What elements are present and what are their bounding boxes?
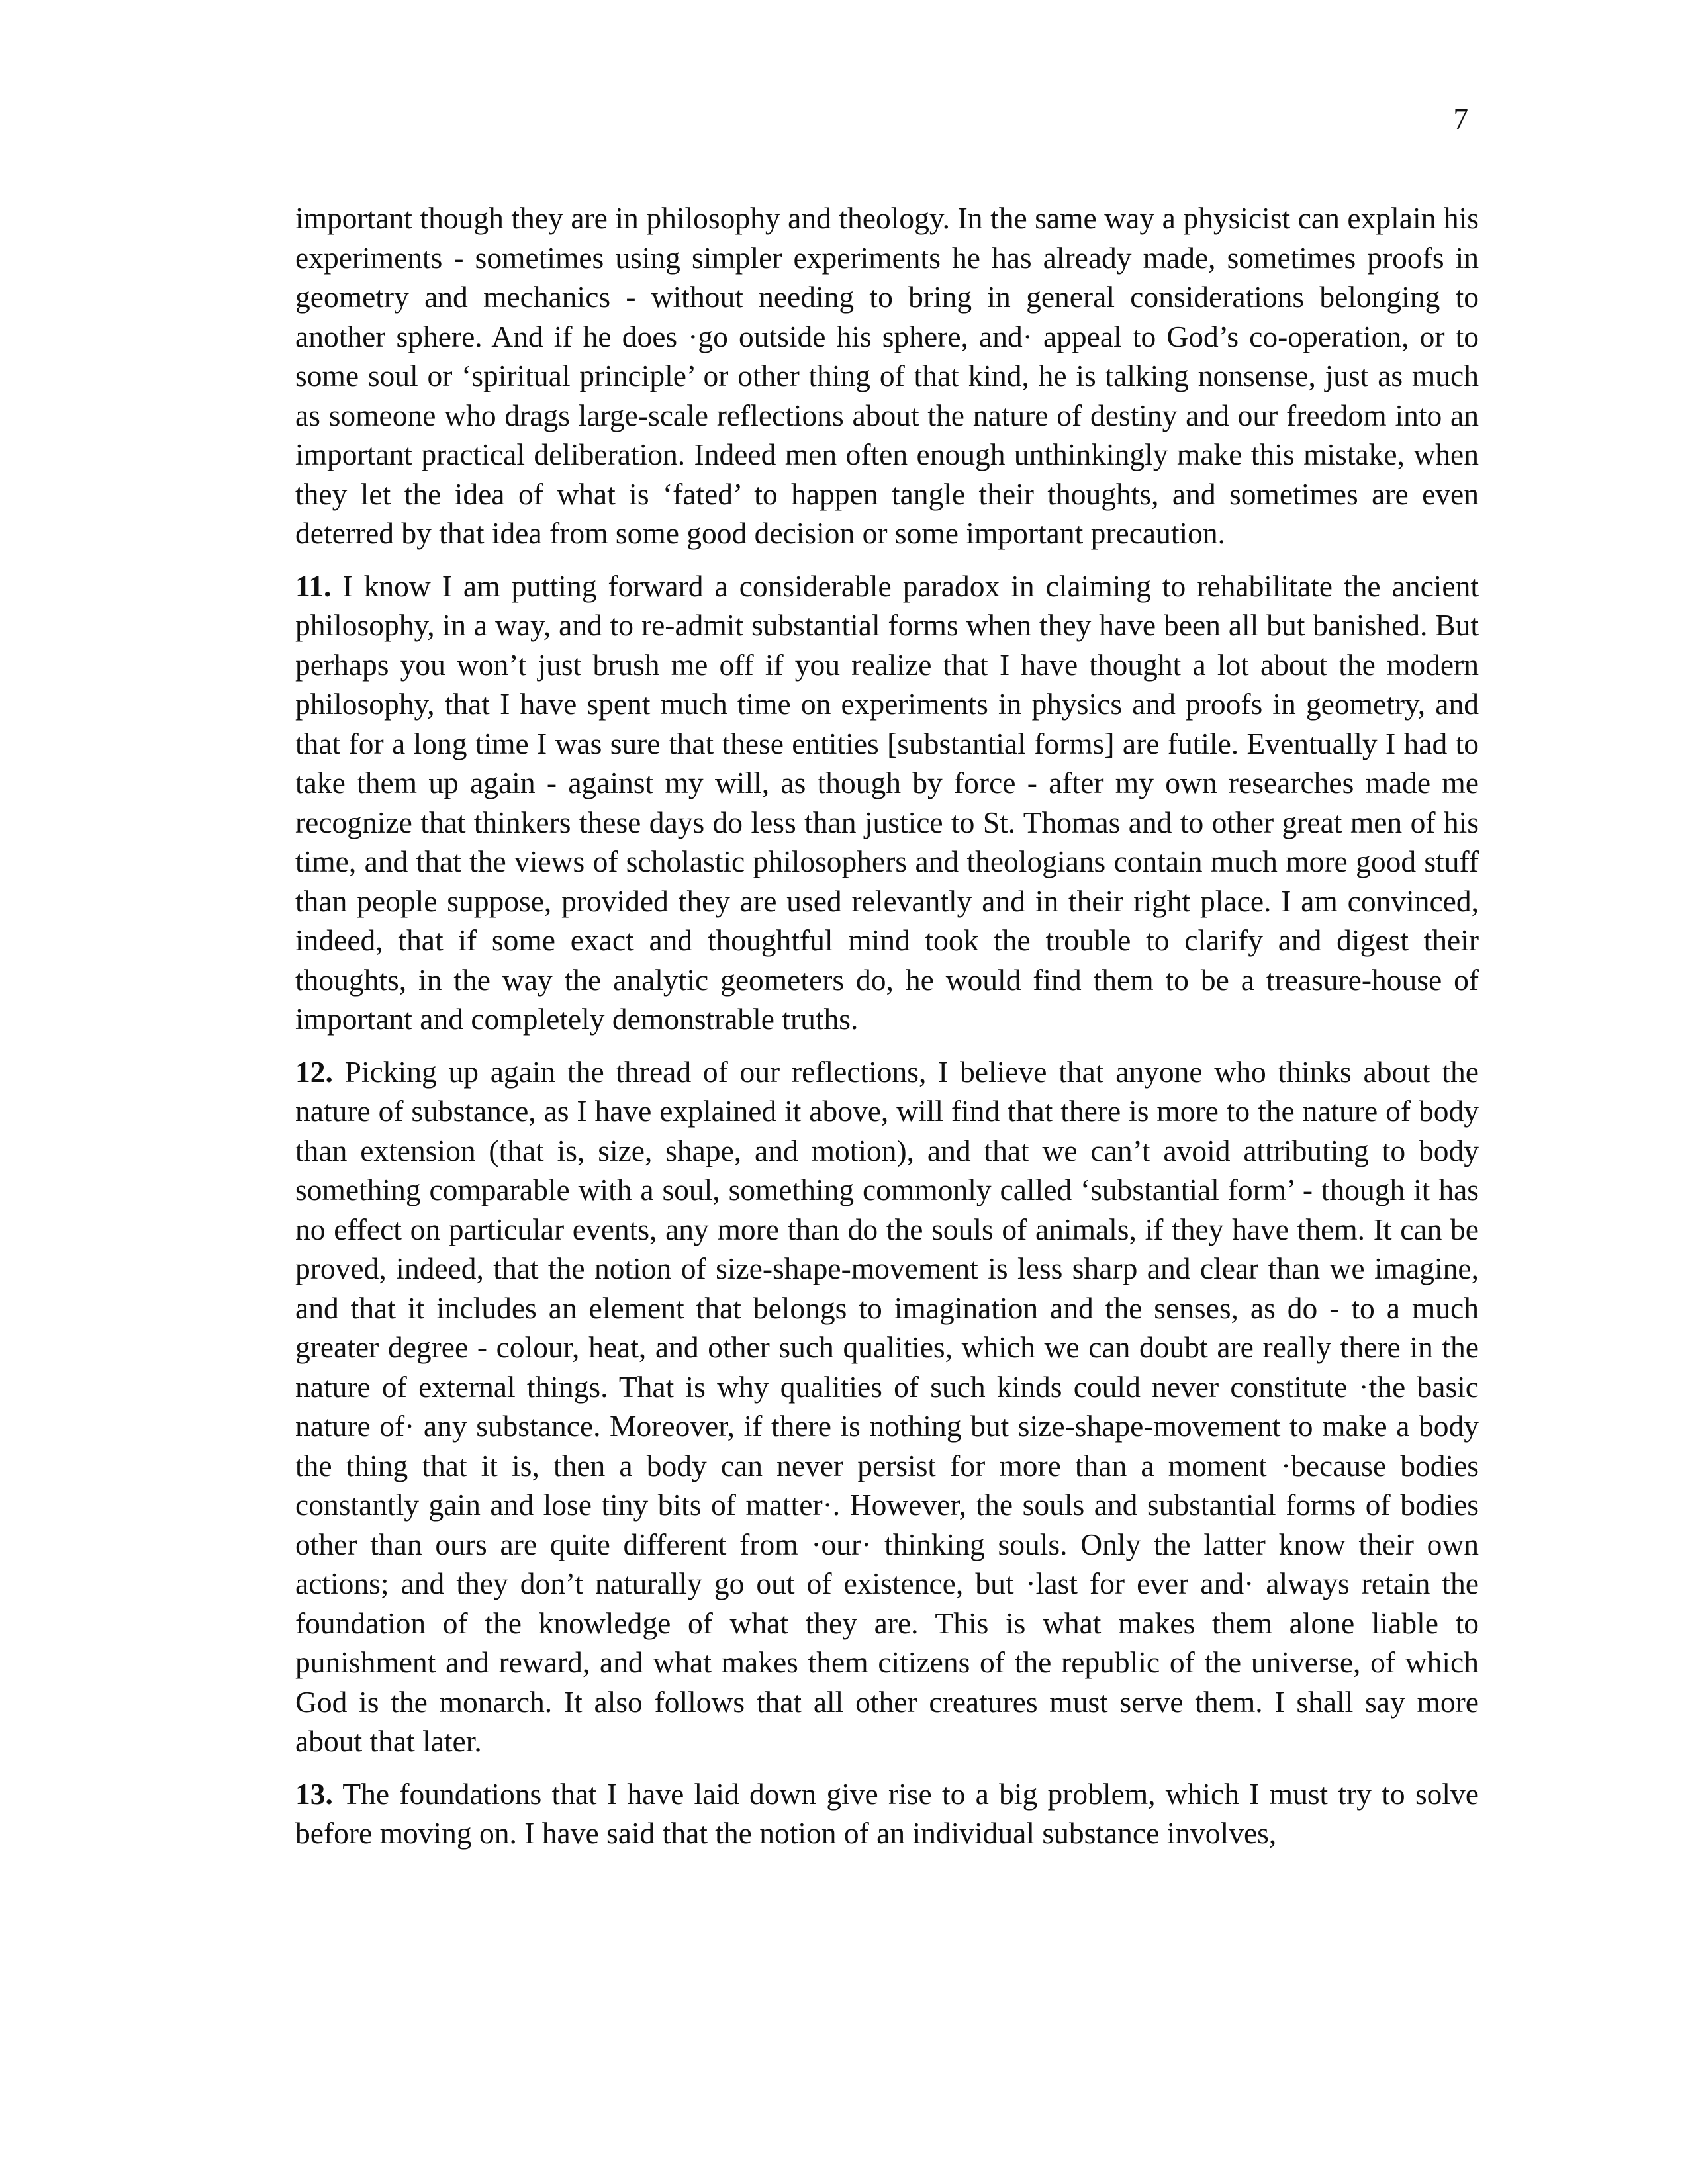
paragraph-11 (295, 567, 1479, 1039)
paragraph-13 (295, 1774, 1479, 1853)
paragraph-number: 11. (295, 569, 332, 603)
paragraph-number: 13. (295, 1776, 333, 1811)
paragraph-text: I know I am putting forward a considerable paradox in claiming to rehabilitate the ancient philosophy, in a way, and to re-admit substantial forms when they have been all but banished. But perhaps you won’t just brush me off if you realize that I have thought a lot about the modern philosophy, that I have spent much time on experiments in physics and proofs in geometry, and that for a long time I was sure that these entities [substantial forms] are futile. Eventually I had to take them up again - against my will, as though by force - after my own researches made me recognize that thinkers these days do less than justice to St. Thomas and to other great men of his time, and that the views of scholastic philosophers and theologians contain much more good stuff than people suppose, provided they are used relevantly and in their right place. I am convinced, indeed, that if some exact and thoughtful mind took the trouble to clarify and digest their thoughts, in the way the analytic geometers do, he would find them to be a treasure-house of important and completely demonstrable truths. (295, 569, 1479, 1036)
body-text (295, 199, 1479, 1866)
paragraph-text: important though they are in philosophy and theology. In the same way a physicist can explain his experiments - sometimes using simpler experiments he has already made, sometimes proofs in geometry and mechanics - without needing to bring in general considerations belonging to another sphere. And if he does ·go outside his sphere, and· appeal to God’s co-operation, or to some soul or ‘spiritual principle’ or other thing of that kind, he is talking nonsense, just as much as someone who drags large-scale reflections about the nature of destiny and our freedom into an important practical deliberation. Indeed men often enough unthinkingly make this mistake, when they let the idea of what is ‘fated’ to happen tangle their thoughts, and sometimes are even deterred by that idea from some good decision or some important precaution. (295, 201, 1479, 550)
paragraph-continuation (295, 199, 1479, 553)
paragraph-12 (295, 1052, 1479, 1761)
paragraph-text: The foundations that I have laid down give rise to a big problem, which I must try to solve before moving on. I have said that the notion of an individual substance involves, (295, 1776, 1479, 1850)
paragraph-text: Picking up again the thread of our reflections, I believe that anyone who thinks about the nature of substance, as I have explained it above, will find that there is more to the nature of body than extension (that is, size, shape, and motion), and that we can’t avoid attributing to body something comparable with a soul, something commonly called ‘substantial form’ - though it has no effect on particular events, any more than do the souls of animals, if they have them. It can be proved, indeed, that the notion of size-shape-movement is less sharp and clear than we imagine, and that it includes an element that belongs to imagination and the senses, as do - to a much greater degree - colour, heat, and other such qualities, which we can doubt are really there in the nature of external things. That is why qualities of such kinds could never constitute ·the basic nature of· any substance. Moreover, if there is nothing but size-shape-movement to make a body the thing that it is, then a body can never persist for more than a moment ·because bodies constantly gain and lose tiny bits of matter·. However, the souls and substantial forms of bodies other than ours are quite different from ·our· thinking souls. Only the latter know their own actions; and they don’t naturally go out of existence, but ·last for ever and· always retain the foundation of the knowledge of what they are. This is what makes them alone liable to punishment and reward, and what makes them citizens of the republic of the universe, of which God is the monarch. It also follows that all other creatures must serve them. I shall say more about that later. (295, 1054, 1479, 1758)
paragraph-number: 12. (295, 1054, 333, 1089)
page-number: 7 (1453, 103, 1468, 136)
